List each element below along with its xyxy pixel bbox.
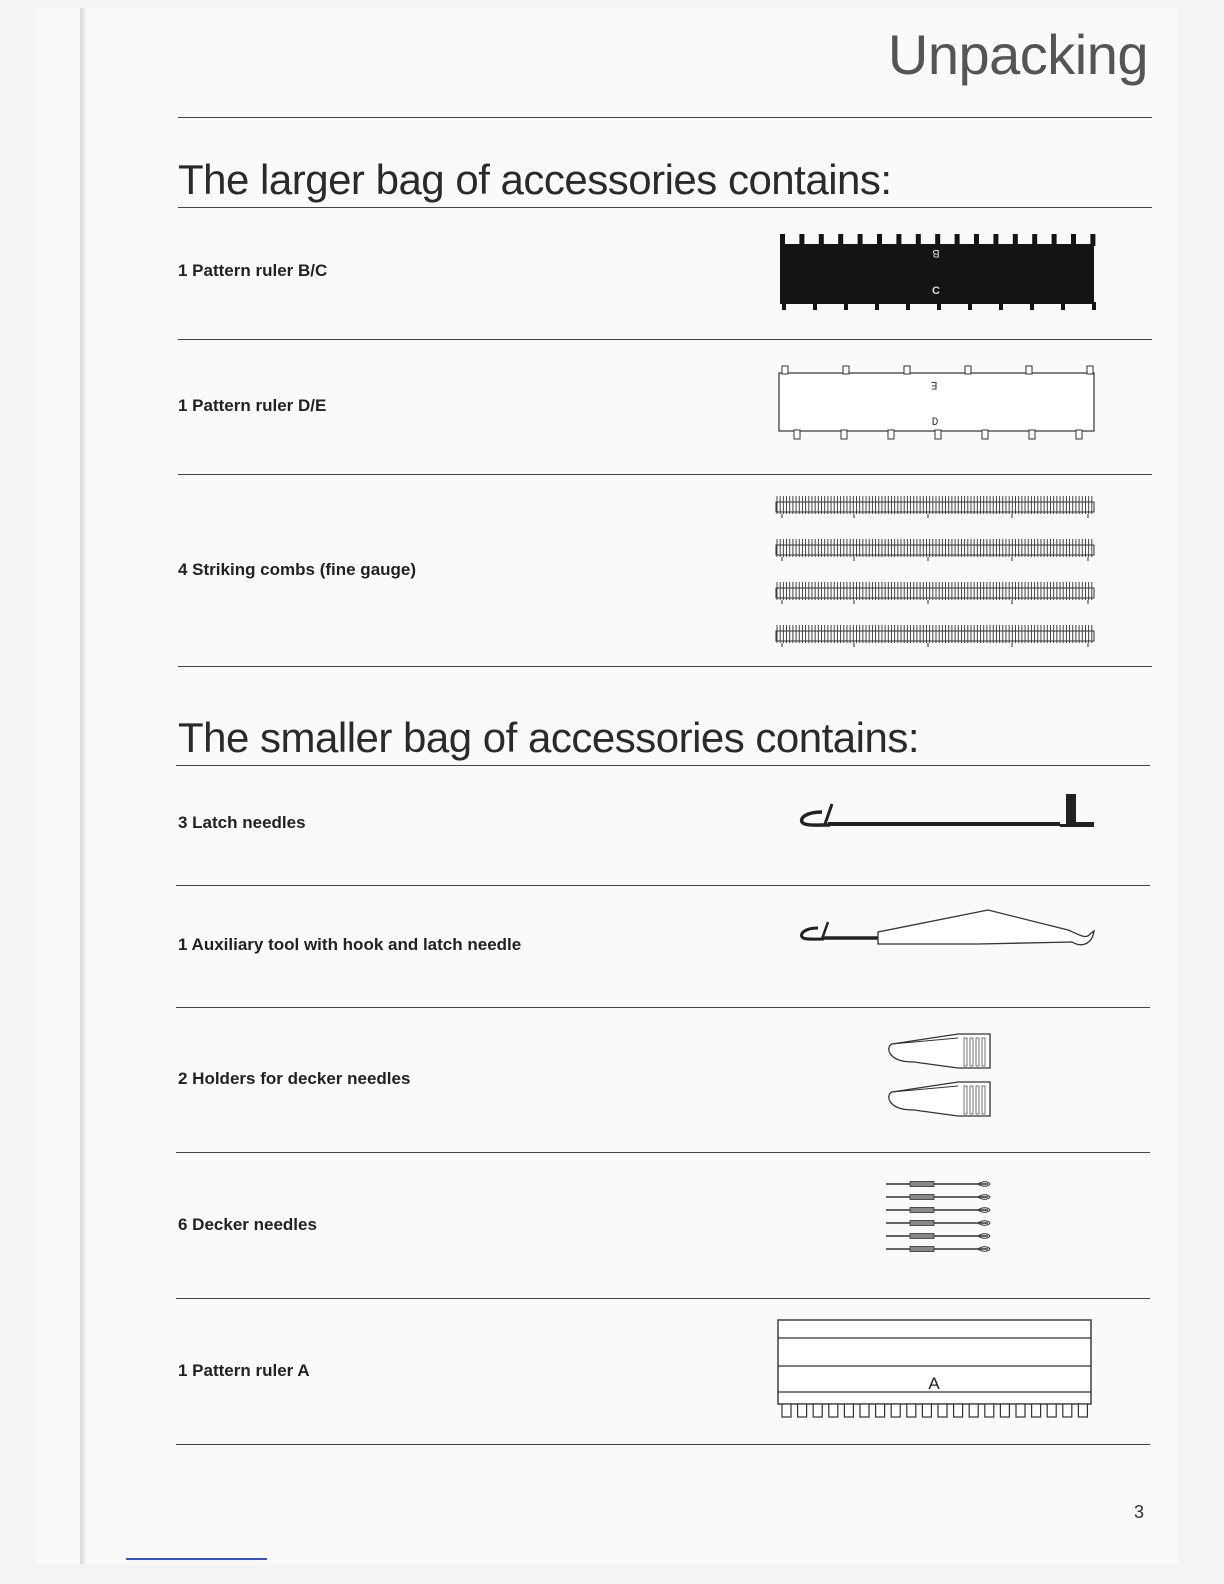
ruler-tooth [891,1404,900,1417]
comb-bar [776,631,1094,641]
decker-grip [910,1208,934,1213]
ruler-tooth [1078,1404,1087,1417]
ruler-tooth [860,1404,869,1417]
item-rule [178,474,1152,475]
tool-handle [878,910,1094,945]
pattern-ruler-de-icon [776,364,1098,444]
ruler-tooth [954,1404,963,1417]
ruler-tooth [888,430,894,439]
ruler-tooth [1029,430,1035,439]
needle-latch [825,804,832,824]
item-rule [176,1298,1150,1299]
decker-needle [886,1195,990,1200]
item-rule [176,1444,1150,1445]
holder-body [889,1082,990,1116]
ruler-tooth [829,1404,838,1417]
auxiliary-tool-icon [798,900,1098,956]
ruler-tooth [843,366,849,374]
ruler-tooth [1016,1404,1025,1417]
ruler-tooth [1087,366,1093,374]
page-title: Unpacking [887,23,1148,86]
decker-needle [886,1182,990,1187]
ruler-tooth [922,1404,931,1417]
footer-link-underline [126,1558,267,1560]
item-rule [178,339,1152,340]
ruler-letter-b: B [932,247,940,259]
section-rule [178,207,1152,208]
item-label-pattern-ruler-de: 1 Pattern ruler D/E [178,396,327,415]
item-rule [176,1007,1150,1008]
item-label-decker-needles: 6 Decker needles [178,1215,317,1234]
comb-group [776,496,1094,647]
ruler-tooth [876,1404,885,1417]
ruler-tooth [904,366,910,374]
ruler-letter-e: E [930,378,938,390]
ruler-letter-d: D [931,417,939,429]
ruler-tooth [794,430,800,439]
section-title-smaller-bag: The smaller bag of accessories contains: [178,714,920,761]
decker-holder [889,1034,990,1068]
title-rule [178,117,1152,118]
ruler-tooth [1000,1404,1009,1417]
decker-grip [910,1247,934,1252]
striking-comb [776,539,1094,561]
decker-needle [886,1208,990,1213]
item-rule [176,885,1150,886]
comb-bar [776,588,1094,598]
holder-group [889,1034,990,1116]
striking-comb [776,496,1094,518]
item-label-latch-needles: 3 Latch needles [178,813,306,832]
ruler-tooth [844,1404,853,1417]
ruler-teeth [782,1404,1087,1417]
decker-grip [910,1234,934,1239]
pattern-ruler-bc-icon [776,232,1098,312]
page-number: 3 [1133,1502,1144,1522]
item-rule [178,666,1152,667]
ruler-tooth [935,430,941,439]
page-binding [80,8,86,1564]
ruler-tooth [782,366,788,374]
pattern-ruler-a-icon [774,1316,1098,1424]
ruler-tooth [907,1404,916,1417]
ruler-tooth [965,366,971,374]
ruler-tooth [798,1404,807,1417]
item-label-striking-combs: 4 Striking combs (fine gauge) [178,560,417,579]
ruler-letter-a: A [928,1374,940,1393]
decker-needle-group [886,1182,990,1252]
ruler-tooth [1047,1404,1056,1417]
decker-needle [886,1221,990,1226]
ruler-tooth [1076,430,1082,439]
ruler-tooth [1063,1404,1072,1417]
decker-holders-icon [884,1028,996,1124]
ruler-tooth [782,1404,791,1417]
item-label-pattern-ruler-bc: 1 Pattern ruler B/C [178,261,328,280]
section-rule [176,765,1150,766]
item-label-decker-holders: 2 Holders for decker needles [178,1069,411,1088]
ruler-tooth [985,1404,994,1417]
decker-grip [910,1195,934,1200]
decker-holder [889,1082,990,1116]
decker-needle [886,1247,990,1252]
decker-needles-icon [884,1176,996,1266]
ruler-tooth [841,430,847,439]
item-rule [176,1152,1150,1153]
comb-bar [776,545,1094,555]
ruler-tooth [938,1404,947,1417]
tool-hook [802,928,824,939]
ruler-letter-c: C [932,285,940,297]
item-label-auxiliary-tool: 1 Auxiliary tool with hook and latch needle [178,935,522,954]
item-label-pattern-ruler-a: 1 Pattern ruler A [178,1361,310,1380]
decker-needle [886,1234,990,1239]
needle-butt [1060,794,1094,827]
holder-body [889,1034,990,1068]
section-title-larger-bag: The larger bag of accessories contains: [178,156,892,203]
ruler-tooth [969,1404,978,1417]
striking-combs-icon [774,490,1098,650]
decker-grip [910,1221,934,1226]
striking-comb [776,582,1094,604]
striking-comb [776,625,1094,647]
ruler-tooth [813,1404,822,1417]
decker-grip [910,1182,934,1187]
ruler-tooth [982,430,988,439]
latch-needles-icon [798,788,1098,832]
ruler-tooth [1032,1404,1041,1417]
comb-bar [776,502,1094,512]
ruler-tooth [1026,366,1032,374]
